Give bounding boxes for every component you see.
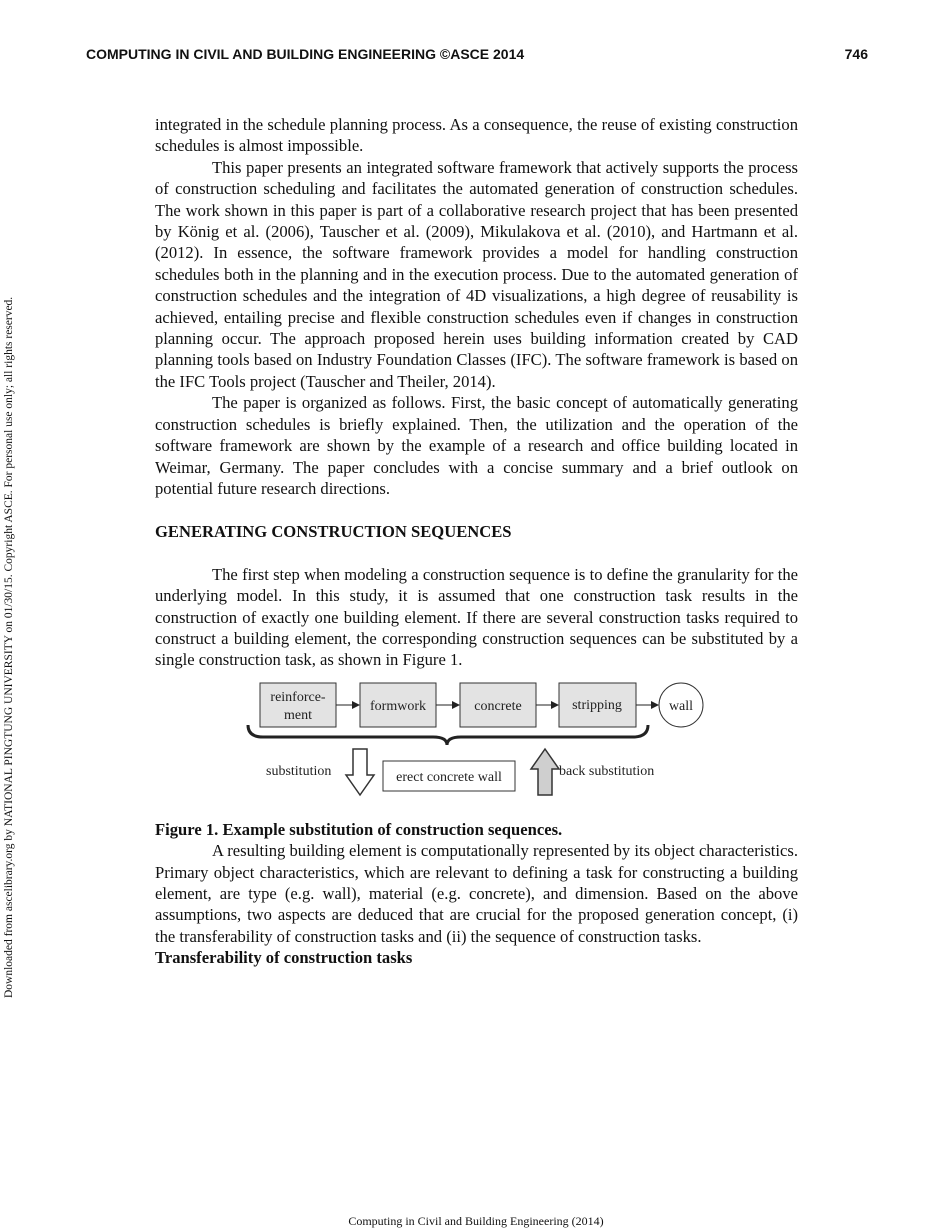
journal-title: COMPUTING IN CIVIL AND BUILDING ENGINEERING ©ASCE 2014	[86, 46, 525, 62]
section-heading: GENERATING CONSTRUCTION SEQUENCES	[155, 522, 512, 542]
task-label-concrete: concrete	[474, 698, 522, 714]
article-body	[155, 114, 798, 969]
task-label-stripping: stripping	[572, 697, 622, 713]
substitution-arrow	[346, 749, 374, 795]
figure-substitution-diagram	[155, 679, 798, 819]
back-substitution-arrow	[531, 749, 559, 795]
task-label-reinforcement-1: reinforce-	[270, 689, 326, 705]
result-label-wall: wall	[668, 698, 694, 714]
back-substitution-label: back substitution	[559, 763, 655, 779]
page-footer: Computing in Civil and Building Engineering (2014)	[348, 1214, 604, 1228]
substitution-label: substitution	[266, 763, 332, 779]
substitution-diagram	[155, 679, 798, 819]
merged-task-label: erect concrete wall	[396, 769, 502, 785]
paragraph-framework: This paper presents an integrated software framework that actively supports the process of construction scheduling and facilitates the automated generation of construction schedules. The work shown in this paper is part of a collaborative research project that has been presented by König et al. (2006), Tauscher et al. (2009), Mikulakova et al. (2010), and Hartmann et al. (2012). In essence, the software framework provides a model for handling construction schedules both in the planning and in the execution process. Due to the automated generation of construction schedules and the integration of 4D visualizations, a high degree of reusability is achieved, entailing precise and flexible construction schedules even if changes in construction planning occur. The approach proposed herein uses building information created by CAD planning tools based on Industry Foundation Classes (IFC). The software framework is based on the IFC Tools project (Tauscher and Theiler, 2014).	[155, 157, 798, 391]
paragraph-granularity: The first step when modeling a construction sequence is to define the granularity for the underlying model. In this study, it is assumed that one construction task results in the construction of exactly one building element. If there are several construction tasks required to construct a building element, the corresponding construction sequences can be substituted by a single construction task, as shown in Figure 1.	[155, 564, 798, 670]
paragraph-continuation: integrated in the schedule planning process. As a consequence, the reuse of existing construction schedules is almost impossible.	[155, 115, 798, 156]
task-label-reinforcement-2: ment	[284, 707, 312, 723]
paragraph-organization: The paper is organized as follows. First, the basic concept of automatically generating construction schedules is briefly explained. Then, the utilization and the operation of the software framework are shown by the example of a research and office building located in Weimar, Germany. The paper concludes with a concise summary and a brief outlook on potential future research directions.	[155, 393, 798, 498]
task-label-formwork: formwork	[370, 698, 426, 714]
download-notice: Downloaded from ascelibrary.org by NATIONAL PINGTUNG UNIVERSITY on 01/30/15. Copyright ASCE. For personal use only; all rights reserved.	[3, 296, 15, 998]
paragraph-characteristics: A resulting building element is computationally represented by its object characteristics. Primary object characteristics, which are relevant to defining a task for constructing a building element, are type (e.g. wall), material (e.g. concrete), and dimension. Based on the above assumptions, two aspects are deduced that are crucial for the proposed generation concept, (i) the transferability of construction tasks and (ii) the sequence of construction tasks.	[155, 841, 798, 946]
page-number: 746	[844, 46, 868, 62]
grouping-brace	[248, 725, 648, 745]
figure-caption: Figure 1. Example substitution of construction sequences.	[155, 819, 563, 839]
subsection-heading: Transferability of construction tasks	[155, 948, 413, 968]
